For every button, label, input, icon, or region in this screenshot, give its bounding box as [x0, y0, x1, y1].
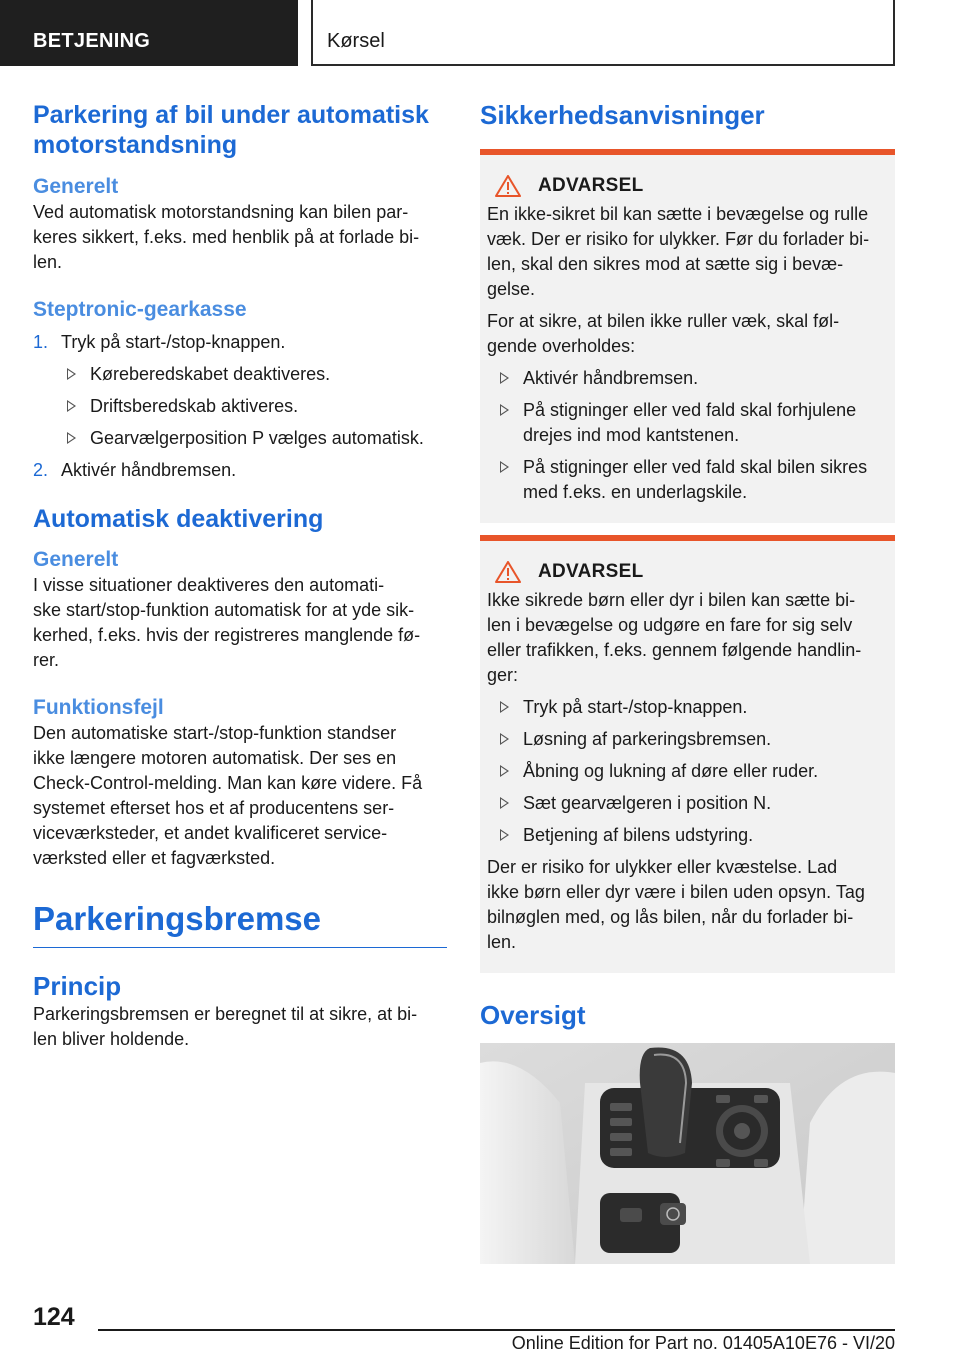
warning-paragraph — [487, 855, 887, 955]
list-item — [487, 695, 887, 720]
step-text: Aktivér håndbremsen. — [61, 460, 237, 480]
warning-bullets — [487, 695, 887, 848]
text-line: viceværksteder, et andet kvalificeret service- — [33, 823, 388, 843]
bullet-text: Åbning og lukning af døre eller ruder. — [523, 761, 819, 781]
bullet-text: Betjening af bilens udstyring. — [523, 825, 754, 845]
bullet-text: Gearvælgerposition P vælges automatisk. — [90, 428, 424, 448]
list-item — [487, 455, 887, 505]
list-item — [33, 330, 447, 355]
text-line: Ikke sikrede børn eller dyr i bilen kan sætte bi- — [487, 590, 856, 610]
triangle-bullet-icon — [500, 797, 509, 809]
text-line: gelse. — [487, 279, 536, 299]
list-item — [487, 823, 887, 848]
list-item — [487, 759, 887, 784]
list-item — [33, 458, 447, 483]
triangle-bullet-icon — [500, 733, 509, 745]
triangle-bullet-icon — [67, 368, 76, 380]
triangle-bullet-icon — [500, 461, 509, 473]
text-line: len, skal den sikres mod at sætte sig i bevæ- — [487, 254, 844, 274]
heading-parkeringsbremse: Parkeringsbremse — [33, 899, 447, 948]
paragraph-generelt-2 — [33, 573, 447, 673]
text-line: væk. Der er risiko for ulykker. Før du forlader bi- — [487, 229, 870, 249]
triangle-bullet-icon — [500, 372, 509, 384]
heading-oversigt: Oversigt — [480, 1000, 586, 1030]
warning-title — [487, 561, 887, 583]
text-line: En ikke-sikret bil kan sætte i bevægelse og rulle — [487, 204, 869, 224]
warning-triangle-icon — [495, 561, 521, 583]
bullet-text: På stigninger eller ved fald skal bilen sikres — [523, 457, 868, 477]
list-item — [487, 791, 887, 816]
warning-paragraph — [487, 588, 887, 688]
text-line: Ved automatisk motorstandsning kan bilen par- — [33, 202, 409, 222]
text-line: len i bevægelse og udgøre en fare for sig selv — [487, 615, 853, 635]
heading-sikkerhedsanvisninger: Sikkerhedsanvisninger — [480, 100, 765, 130]
heading-automatisk-deaktivering: Automatisk deaktivering — [33, 505, 324, 533]
list-item — [487, 398, 887, 448]
triangle-bullet-icon — [67, 432, 76, 444]
text-line: len. — [33, 252, 63, 272]
list-item — [487, 366, 887, 391]
text-line: ger: — [487, 665, 519, 685]
text-line: For at sikre, at bilen ikke ruller væk, skal føl- — [487, 311, 840, 331]
warning-triangle-icon — [495, 175, 521, 197]
center-console-photo — [480, 1043, 895, 1264]
text-line: værksted eller et fagværksted. — [33, 848, 276, 868]
bullet-text: med f.eks. en underlagskile. — [523, 482, 748, 502]
text-line: I visse situationer deaktiveres den automati- — [33, 575, 385, 595]
text-line: Parkeringsbremsen er beregnet til at sikre, at bi- — [33, 1004, 418, 1024]
chapter-tab: Kørsel — [311, 0, 895, 66]
paragraph-princip — [33, 1002, 447, 1052]
step-number: 1. — [33, 332, 49, 352]
text-line: rer. — [33, 650, 60, 670]
text-line: ikke børn eller dyr være i bilen uden opsyn. Tag — [487, 882, 865, 902]
footer-edition: Online Edition for Part no. 01405A10E76 - VI/20 — [511, 1333, 895, 1353]
triangle-bullet-icon — [500, 404, 509, 416]
subheading-steptronic: Steptronic-gearkasse — [33, 298, 247, 321]
subheading-princip: Princip — [33, 971, 122, 1001]
bullet-text: Driftsberedskab aktiveres. — [90, 396, 299, 416]
console-illustration — [480, 1043, 895, 1264]
list-item — [33, 426, 447, 451]
left-column — [33, 100, 447, 1052]
warning-box-2 — [480, 535, 895, 973]
heading-parkering-automatisk — [33, 100, 447, 160]
step-text: Tryk på start-/stop-knappen. — [61, 332, 286, 352]
bullet-text: drejes ind mod kantstenen. — [523, 425, 740, 445]
right-column — [480, 100, 895, 1264]
triangle-bullet-icon — [500, 701, 509, 713]
text-line: gende overholdes: — [487, 336, 636, 356]
heading-line: Parkering af bil under automatisk — [33, 101, 429, 129]
subheading-funktionsfejl: Funktionsfejl — [33, 696, 164, 719]
page-header — [0, 0, 960, 66]
subheading-generelt: Generelt — [33, 175, 119, 198]
warning-title — [487, 175, 887, 197]
triangle-bullet-icon — [67, 400, 76, 412]
warning-bullets — [487, 366, 887, 505]
text-line: kerhed, f.eks. hvis der registreres manglende fø- — [33, 625, 421, 645]
list-item — [33, 394, 447, 419]
bullet-text: Køreberedskabet deaktiveres. — [90, 364, 331, 384]
bullet-text: Sæt gearvælgeren i position N. — [523, 793, 772, 813]
list-item — [33, 362, 447, 387]
triangle-bullet-icon — [500, 829, 509, 841]
text-line: Check-Control-melding. Man kan køre videre. Få — [33, 773, 423, 793]
list-item — [487, 727, 887, 752]
text-line: systemet efterset hos et af producentens ser- — [33, 798, 395, 818]
text-line: bilnøglen med, og lås bilen, når du forlader bi- — [487, 907, 854, 927]
page-number: 124 — [33, 1303, 75, 1331]
text-line: keres sikkert, f.eks. med henblik på at forlade bi- — [33, 227, 420, 247]
text-line: ikke længere motoren automatisk. Der ses en — [33, 748, 397, 768]
footer-divider — [98, 1329, 895, 1331]
bullet-text: Aktivér håndbremsen. — [523, 368, 699, 388]
subheading-generelt: Generelt — [33, 548, 119, 571]
paragraph-funktionsfejl — [33, 721, 447, 871]
text-line: len. — [487, 932, 517, 952]
bullet-text: Tryk på start-/stop-knappen. — [523, 697, 748, 717]
text-line: ske start/stop-funktion automatisk for at yde sik- — [33, 600, 415, 620]
text-line: Der er risiko for ulykker eller kvæstelse. Lad — [487, 857, 838, 877]
warning-paragraph — [487, 202, 887, 302]
warning-paragraph — [487, 309, 887, 359]
bullet-text: Løsning af parkeringsbremsen. — [523, 729, 772, 749]
steptronic-steps — [33, 330, 447, 483]
warning-box-1 — [480, 149, 895, 523]
text-line: eller trafikken, f.eks. gennem følgende handlin- — [487, 640, 862, 660]
warning-label: ADVARSEL — [538, 175, 644, 196]
step-number: 2. — [33, 460, 49, 480]
bullet-text: På stigninger eller ved fald skal forhjulene — [523, 400, 857, 420]
triangle-bullet-icon — [500, 765, 509, 777]
section-tab: BETJENING — [0, 0, 298, 66]
paragraph-generelt — [33, 200, 447, 275]
text-line: Den automatiske start-/stop-funktion standser — [33, 723, 397, 743]
text-line: len bliver holdende. — [33, 1029, 190, 1049]
heading-line: motorstandsning — [33, 131, 238, 159]
warning-label: ADVARSEL — [538, 561, 644, 582]
